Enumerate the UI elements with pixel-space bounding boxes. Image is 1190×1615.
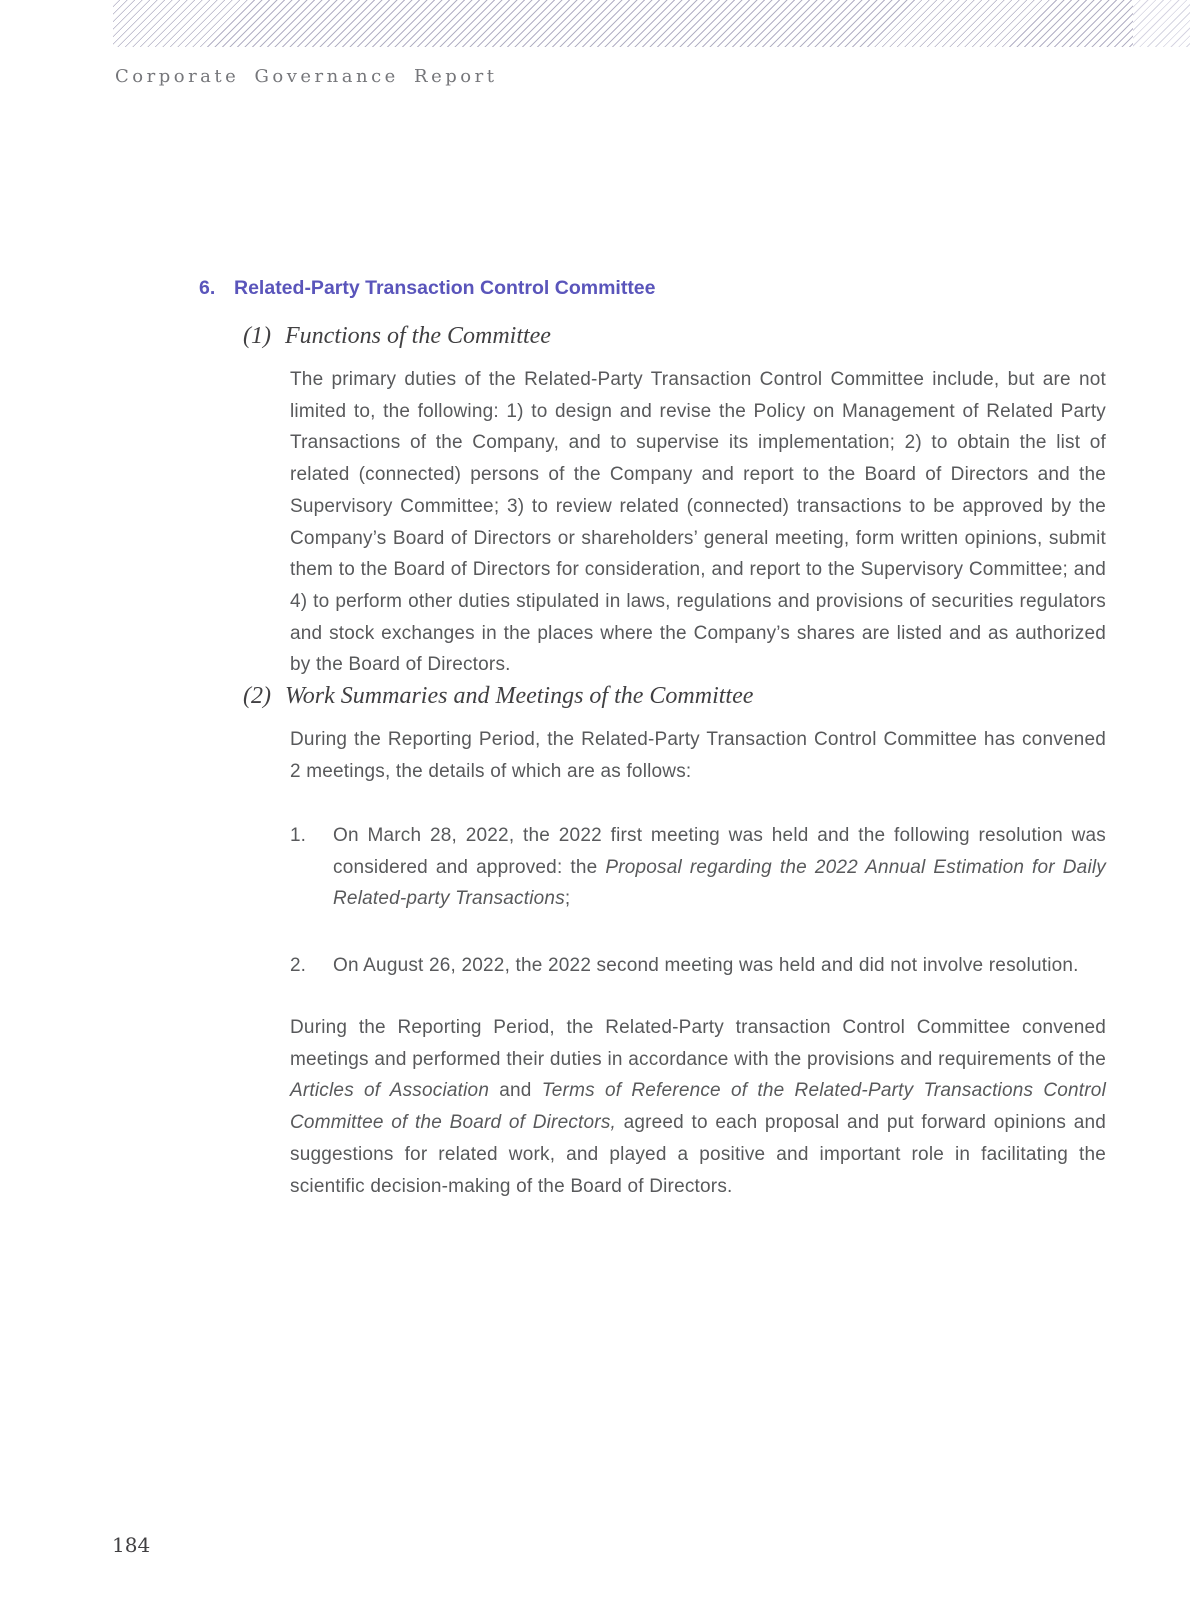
page-number: 184 [112, 1533, 151, 1557]
decorative-hatch-band-light [1133, 0, 1190, 47]
subsection-2-number: (2) [243, 683, 271, 709]
section-title: Related-Party Transaction Control Committee [234, 277, 656, 299]
section-number: 6. [199, 277, 216, 299]
subsection-2-title: Work Summaries and Meetings of the Committee [285, 683, 754, 709]
subsection-1-number: (1) [243, 323, 271, 349]
meeting-list-item-1-text: On March 28, 2022, the 2022 first meeting was held and the following resolution was considered and approved: the Proposal regarding the 2022 Annual Estimation for Daily Related-party Transactions; [333, 825, 1106, 910]
report-header-title: Corporate Governance Report [115, 66, 498, 87]
meeting-list-item-2 [290, 950, 1106, 982]
decorative-hatch-band [113, 0, 1190, 47]
meeting-list-item-1-number: 1. [290, 825, 306, 846]
meeting-list-item-2-number: 2. [290, 955, 306, 976]
meetings-intro-paragraph: During the Reporting Period, the Related-Party Transaction Control Committee has convened 2 meetings, the details of which are as follows: [290, 729, 1106, 782]
meeting-list-item-2-text: On August 26, 2022, the 2022 second meeting was held and did not involve resolution. [333, 955, 1079, 976]
subsection-1-title: Functions of the Committee [285, 323, 551, 349]
closing-paragraph: During the Reporting Period, the Related-Party transaction Control Committee convened meetings and performed their duties in accordance with the provisions and requirements of the Articles of Association and Terms of Reference of the Related-Party Transactions Control Committee of the Board of Directors, agreed to each proposal and put forward opinions and suggestions for related work, and played a positive and important role in facilitating the scientific decision-making of the Board of Directors. [290, 1017, 1106, 1197]
meeting-list-item-1 [290, 820, 1106, 915]
functions-paragraph: The primary duties of the Related-Party Transaction Control Committee include, but are not limited to, the following: 1) to design and revise the Policy on Management of Related Party Transactions of the Company, and to supervise its implementation; 2) to obtain the list of related (connected) persons of the Company and report to the Board of Directors and the Supervisory Committee; 3) to review related (connected) transactions to be approved by the Company’s Board of Directors or shareholders’ general meeting, form written opinions, submit them to the Board of Directors for consideration, and report to the Supervisory Committee; and 4) to perform other duties stipulated in laws, regulations and provisions of securities regulators and stock exchanges in the places where the Company’s shares are listed and as authorized by the Board of Directors. [290, 369, 1106, 676]
